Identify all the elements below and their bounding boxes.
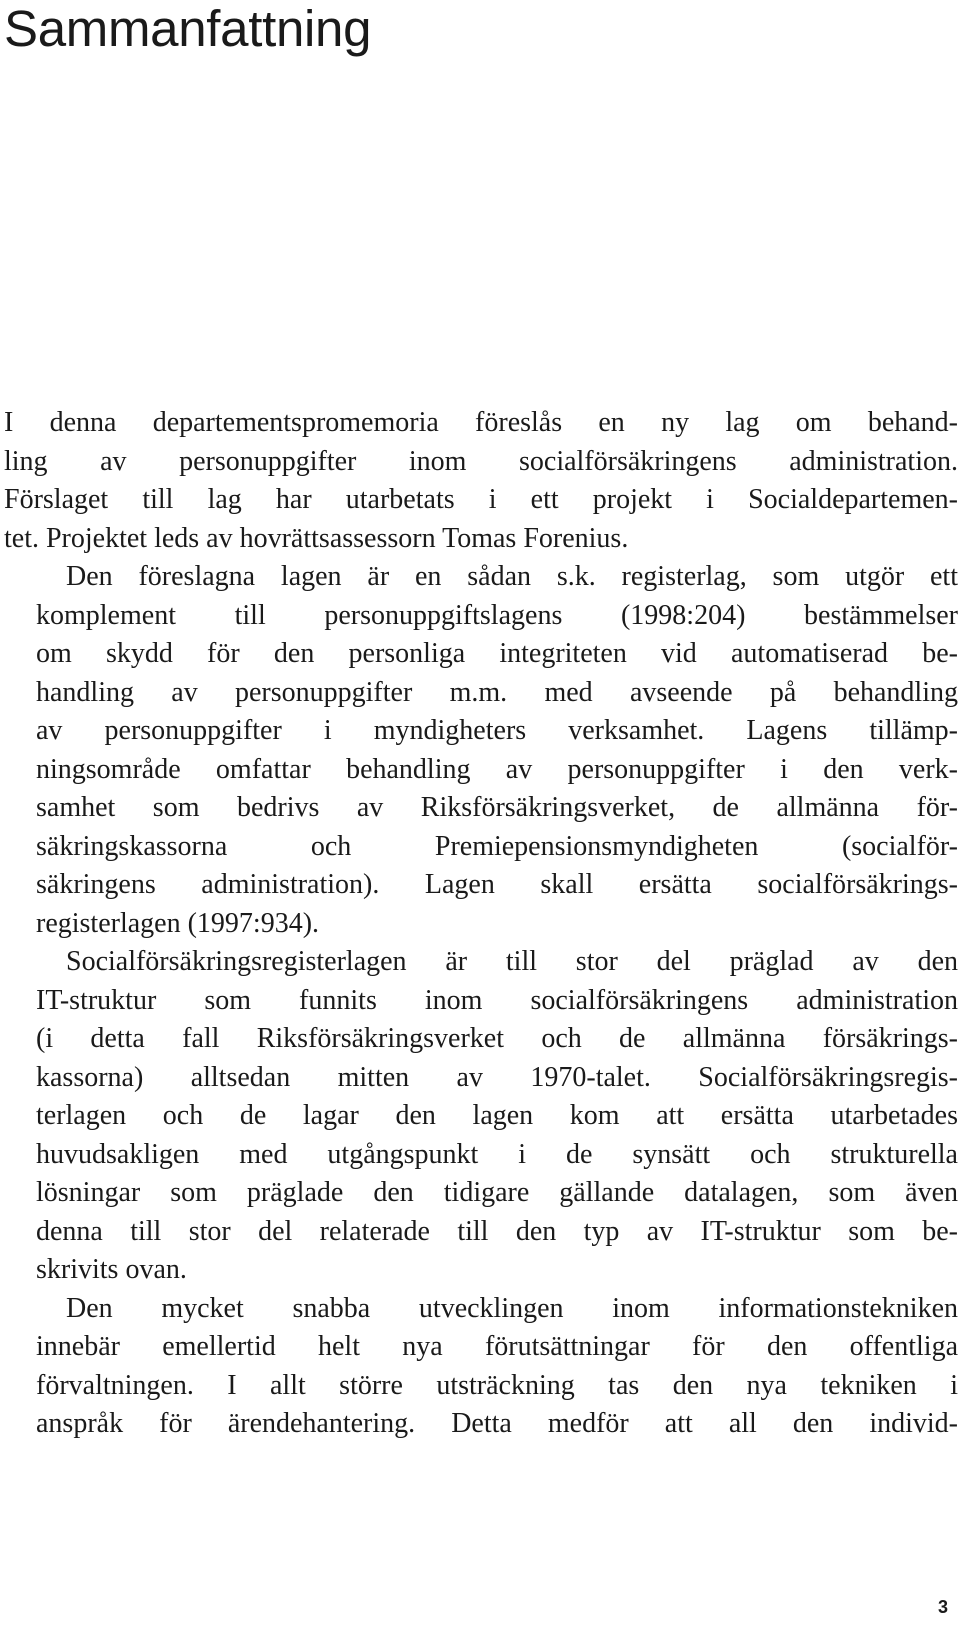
text-line: registerlagen (1997:934). bbox=[36, 907, 320, 939]
text-line: IT-struktur som funnits inom socialförsäkringens administration bbox=[36, 984, 958, 1016]
text-line: av personuppgifter i myndigheters verksamhet. Lagens tillämp- bbox=[36, 715, 958, 746]
text-line: Den föreslagna lagen är en sådan s.k. registerlag, som utgör ett bbox=[66, 561, 958, 592]
text-line: om skydd för den personliga integriteten vid automatiserad be- bbox=[36, 638, 958, 669]
text-line: tet. Projektet leds av hovrättsassessorn Tomas Forenius. bbox=[4, 522, 629, 554]
text-line: Förslaget till lag har utarbetats i ett projekt i Socialdepartemen- bbox=[4, 484, 958, 515]
paragraph-3 bbox=[4, 943, 958, 1290]
text-line: handling av personuppgifter m.m. med avseende på behandling bbox=[36, 676, 958, 708]
text-line: Den mycket snabba utvecklingen inom informationstekniken bbox=[66, 1292, 958, 1324]
text-line: terlagen och de lagar den lagen kom att ersätta utarbetades bbox=[36, 1100, 958, 1131]
paragraph-2 bbox=[4, 558, 958, 943]
text-line: samhet som bedrivs av Riksförsäkringsverket, de allmänna för- bbox=[36, 792, 958, 823]
text-line: säkringskassorna och Premiepensionsmyndigheten (socialför- bbox=[36, 830, 958, 862]
text-line: kassorna) alltsedan mitten av 1970-talet. Socialförsäkringsregis- bbox=[36, 1061, 958, 1093]
paragraph-4 bbox=[4, 1290, 958, 1444]
summary-body bbox=[4, 404, 958, 1444]
text-line: anspråk för ärendehantering. Detta medför att all den individ- bbox=[36, 1408, 958, 1439]
text-line: ling av personuppgifter inom socialförsäkringens administration. bbox=[4, 445, 958, 477]
text-line: huvudsakligen med utgångspunkt i de synsätt och strukturella bbox=[36, 1138, 958, 1170]
page-number: 3 bbox=[937, 1597, 948, 1617]
text-line: komplement till personuppgiftslagens (1998:204) bestämmelser bbox=[36, 599, 958, 631]
page-heading: Sammanfattning bbox=[4, 0, 372, 57]
text-line: lösningar som präglade den tidigare gällande datalagen, som även bbox=[36, 1177, 958, 1208]
text-line: Socialförsäkringsregisterlagen är till stor del präglad av den bbox=[66, 946, 958, 977]
text-line: ningsområde omfattar behandling av personuppgifter i den verk- bbox=[36, 753, 958, 785]
paragraph-1 bbox=[4, 404, 958, 558]
text-line: skrivits ovan. bbox=[36, 1254, 187, 1285]
text-line: denna till stor del relaterade till den typ av IT-struktur som be- bbox=[36, 1215, 958, 1247]
text-line: I denna departementspromemoria föreslås en ny lag om behand- bbox=[4, 407, 958, 438]
text-line: säkringens administration). Lagen skall ersätta socialförsäkrings- bbox=[36, 869, 958, 900]
text-line: (i detta fall Riksförsäkringsverket och de allmänna försäkrings- bbox=[36, 1023, 958, 1054]
text-line: innebär emellertid helt nya förutsättningar för den offentliga bbox=[36, 1331, 958, 1362]
text-line: förvaltningen. I allt större utsträckning tas den nya tekniken i bbox=[36, 1369, 958, 1401]
